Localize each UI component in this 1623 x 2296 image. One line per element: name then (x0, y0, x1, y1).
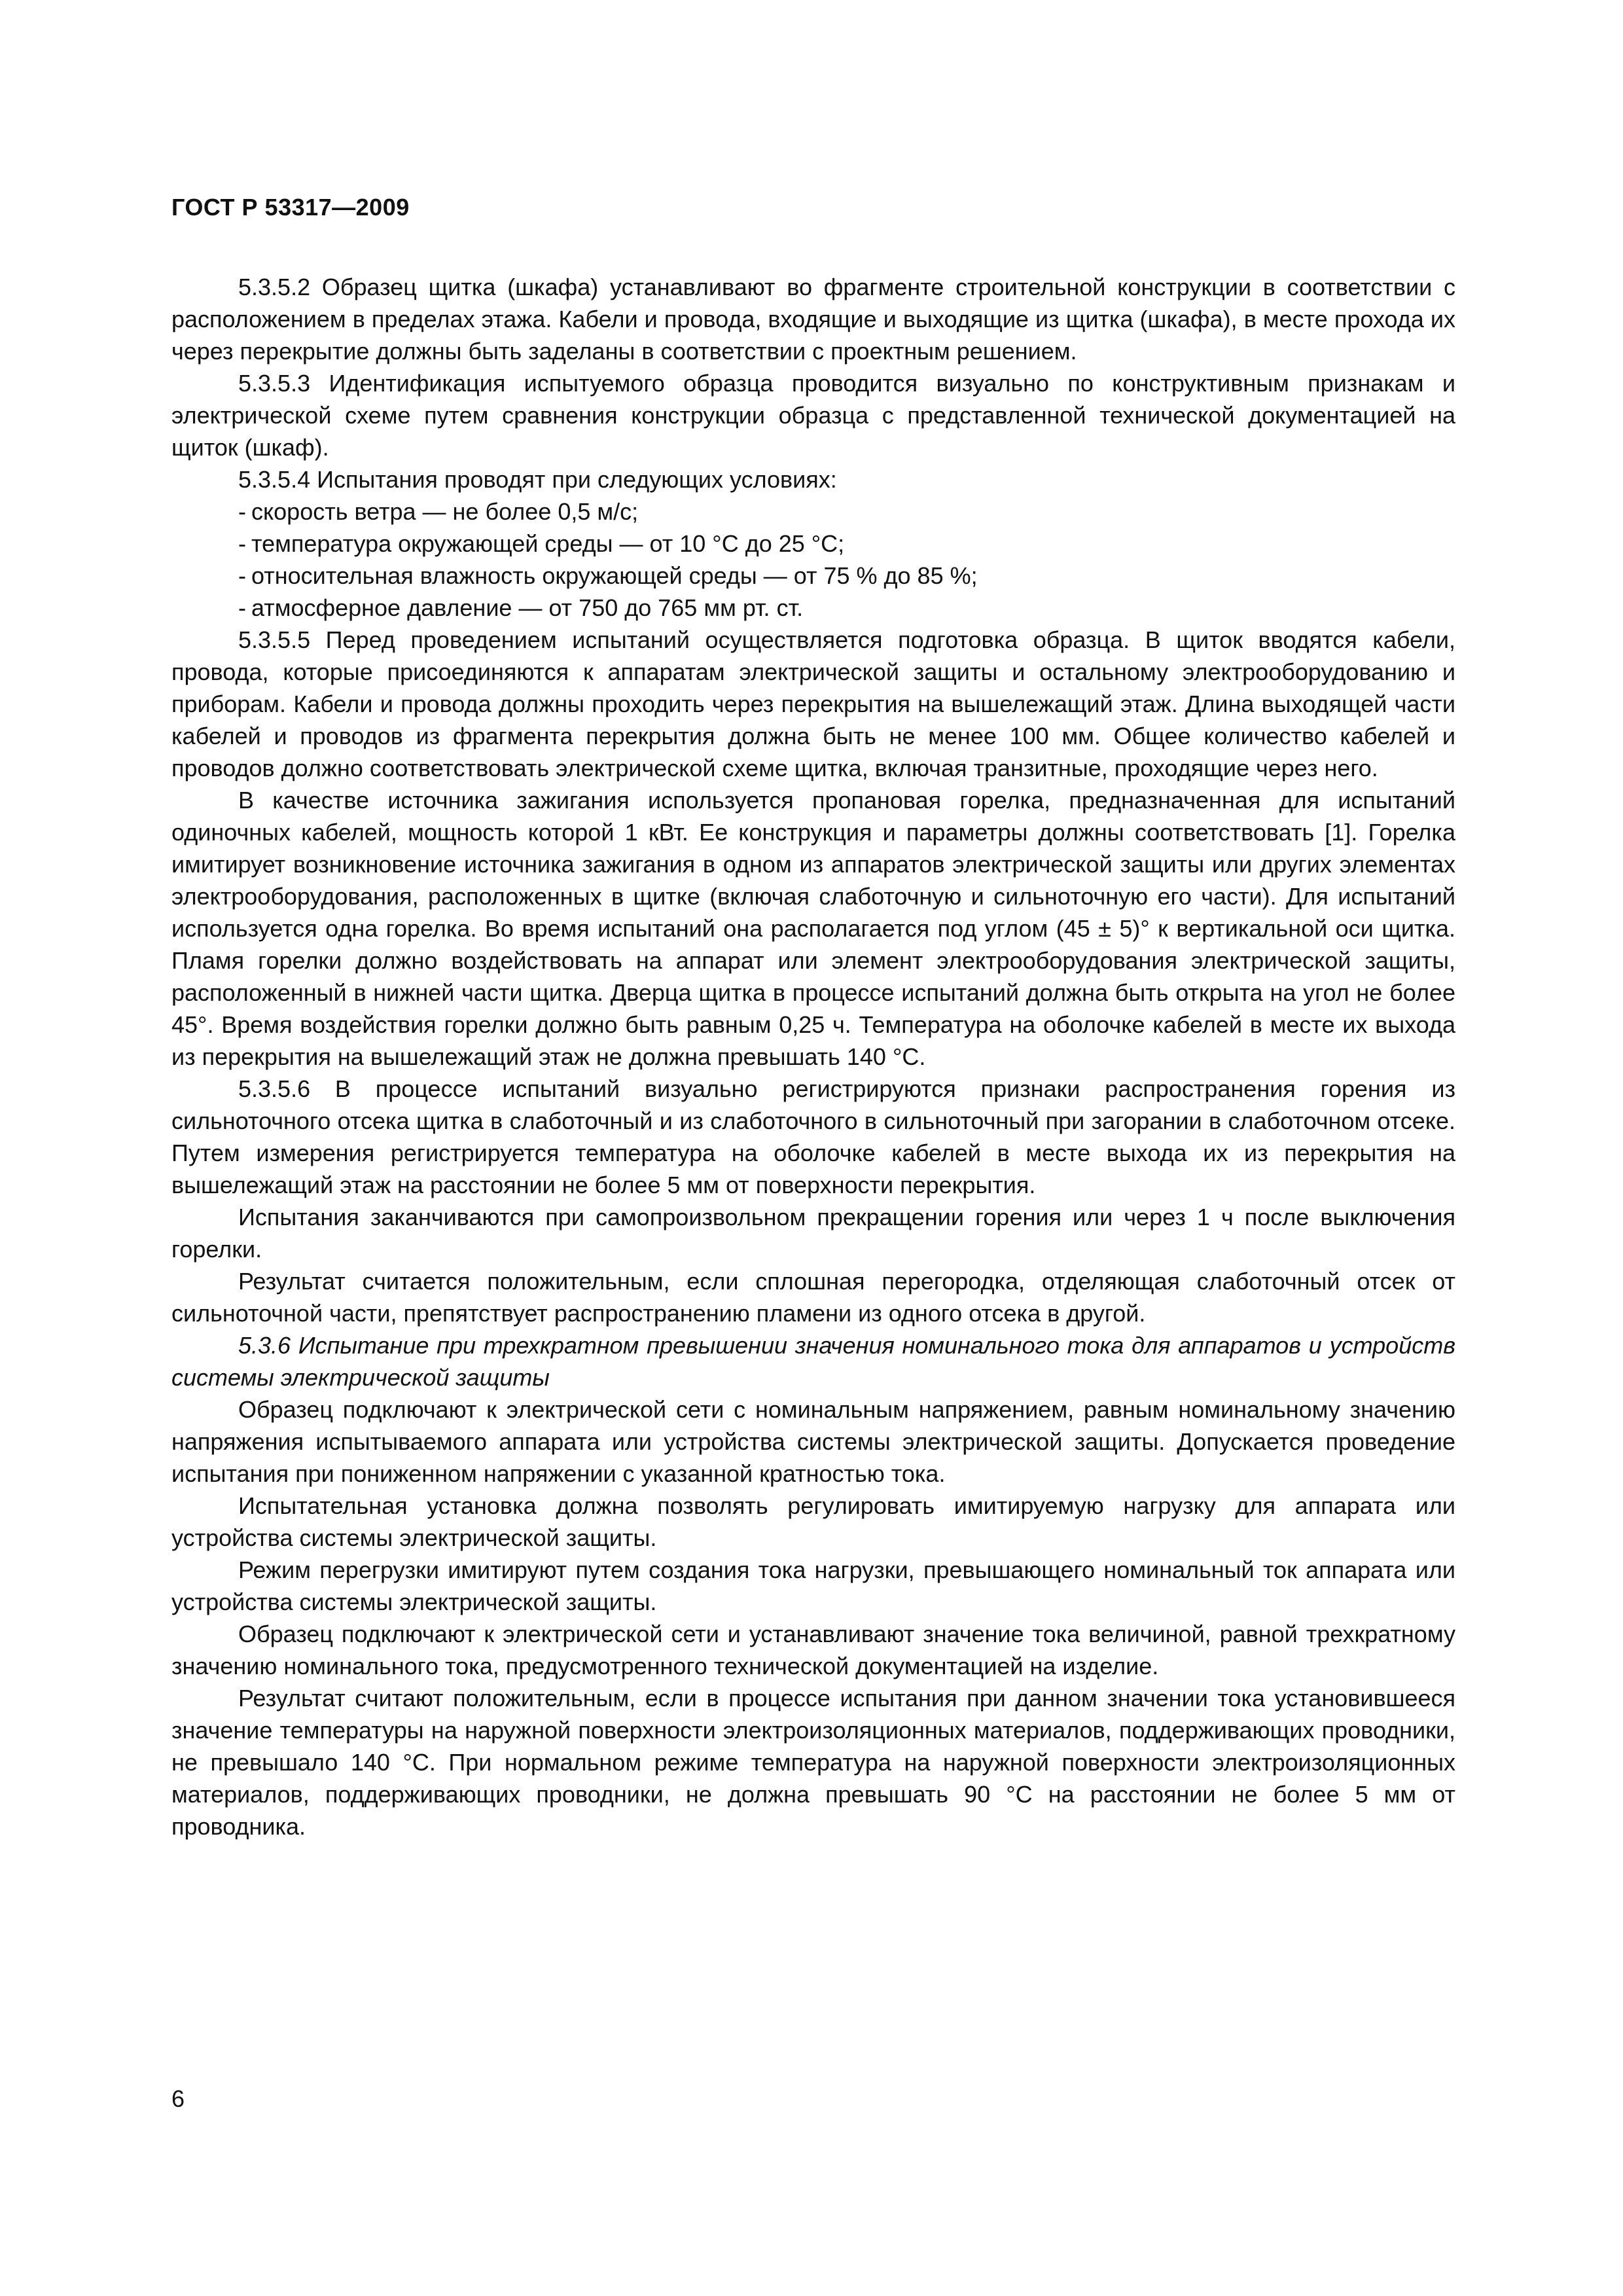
list-item: - атмосферное давление — от 750 до 765 мм рт. ст. (238, 594, 804, 621)
list-item: - температура окружающей среды — от 10 °С до 25 °С; (238, 530, 845, 557)
section-heading-5-3-6: 5.3.6 Испытание при трехкратном превышении значения номинального тока для аппаратов и устройств системы электрической защиты (171, 1332, 1455, 1391)
paragraph-connection: Образец подключают к электрической сети с номинальным напряжением, равным номинальному значению напряжения испытываемого аппарата или устройства системы электрической защиты. Допускается проведение испытания при пониженном напряжении с указанной кратностью тока. (171, 1396, 1455, 1487)
paragraph-current-setting: Образец подключают к электрической сети и устанавливают значение тока величиной, равной трехкратному значению номинального тока, предусмотренного технической документацией на изделие. (171, 1621, 1455, 1679)
document-header: ГОСТ Р 53317—2009 (171, 194, 410, 221)
paragraph-test-setup: Испытательная установка должна позволять регулировать имитируемую нагрузку для аппарата или устройства системы электрической защиты. (171, 1492, 1455, 1551)
paragraph-5-3-5-6: 5.3.5.6 В процессе испытаний визуально регистрируются признаки распространения горения из сильноточного отсека щитка в слаботочный и из слаботочного в сильноточный при загорании в слаботочном отсеке. Путем измерения регистрируется температура на оболочке кабелей в месте выхода их из перекрытия на вышележащий этаж на расстоянии не более 5 мм от поверхности перекрытия. (171, 1075, 1455, 1198)
paragraph-ignition-source: В качестве источника зажигания используется пропановая горелка, предназначенная для испытаний одиночных кабелей, мощность которой 1 кВт. Ее конструкция и параметры должны соответствовать [1]. Горелка имитирует возникновение источника зажигания в одном из аппаратов электрической защиты или других элементах электрооборудования, расположенных в щитке (включая слаботочную и сильноточную его части). Для испытаний используется одна горелка. Во время испытаний она располагается под углом (45 ± 5)° к вертикальной оси щитка. Пламя горелки должно воздействовать на аппарат или элемент электрооборудования электрической защиты, расположенный в нижней части щитка. Дверца щитка в процессе испытаний должна быть открыта на угол не более 45°. Время воздействия горелки должно быть равным 0,25 ч. Температура на оболочке кабелей в месте их выхода из перекрытия на вышележащий этаж не должна превышать 140 °С. (171, 787, 1455, 1070)
page-number: 6 (171, 2085, 185, 2112)
list-item: - скорость ветра — не более 0,5 м/с; (238, 498, 639, 525)
paragraph-test-end: Испытания заканчиваются при самопроизвольном прекращении горения или через 1 ч после выключения горелки. (171, 1204, 1455, 1263)
paragraph-result: Результат считается положительным, если сплошная перегородка, отделяющая слаботочный отсек от сильноточной части, препятствует распространению пламени из одного отсека в другой. (171, 1268, 1455, 1327)
paragraph-5-3-5-3: 5.3.5.3 Идентификация испытуемого образца проводится визуально по конструктивным признакам и электрической схеме путем сравнения конструкции образца с представленной технической документацией на щиток (шкаф). (171, 370, 1455, 461)
paragraph-final-result: Результат считают положительным, если в процессе испытания при данном значении тока установившееся значение температуры на наружной поверхности электроизоляционных материалов, поддерживающих проводники, не превышало 140 °С. При нормальном режиме температура на наружной поверхности электроизоляционных материалов, поддерживающих проводники, не должна превышать 90 °С на расстоянии не более 5 мм от проводника. (171, 1685, 1455, 1840)
paragraph-5-3-5-4: 5.3.5.4 Испытания проводят при следующих условиях: (238, 466, 837, 493)
document-body (171, 271, 1455, 1842)
list-item: - относительная влажность окружающей среды — от 75 % до 85 %; (238, 562, 978, 589)
conditions-list (171, 495, 1455, 624)
paragraph-5-3-5-5: 5.3.5.5 Перед проведением испытаний осуществляется подготовка образца. В щиток вводятся кабели, провода, которые присоединяются к аппаратам электрической защиты и остальному электрооборудованию и приборам. Кабели и провода должны проходить через перекрытия на вышележащий этаж. Длина выходящей части кабелей и проводов из фрагмента перекрытия должна быть не менее 100 мм. Общее количество кабелей и проводов должно соответствовать электрической схеме щитка, включая транзитные, проходящие через него. (171, 626, 1455, 781)
paragraph-overload-mode: Режим перегрузки имитируют путем создания тока нагрузки, превышающего номинальный ток аппарата или устройства системы электрической защиты. (171, 1556, 1455, 1615)
paragraph-5-3-5-2: 5.3.5.2 Образец щитка (шкафа) устанавливают во фрагменте строительной конструкции в соответствии с расположением в пределах этажа. Кабели и провода, входящие и выходящие из щитка (шкафа), в месте прохода их через перекрытие должны быть заделаны в соответствии с проектным решением. (171, 274, 1455, 365)
